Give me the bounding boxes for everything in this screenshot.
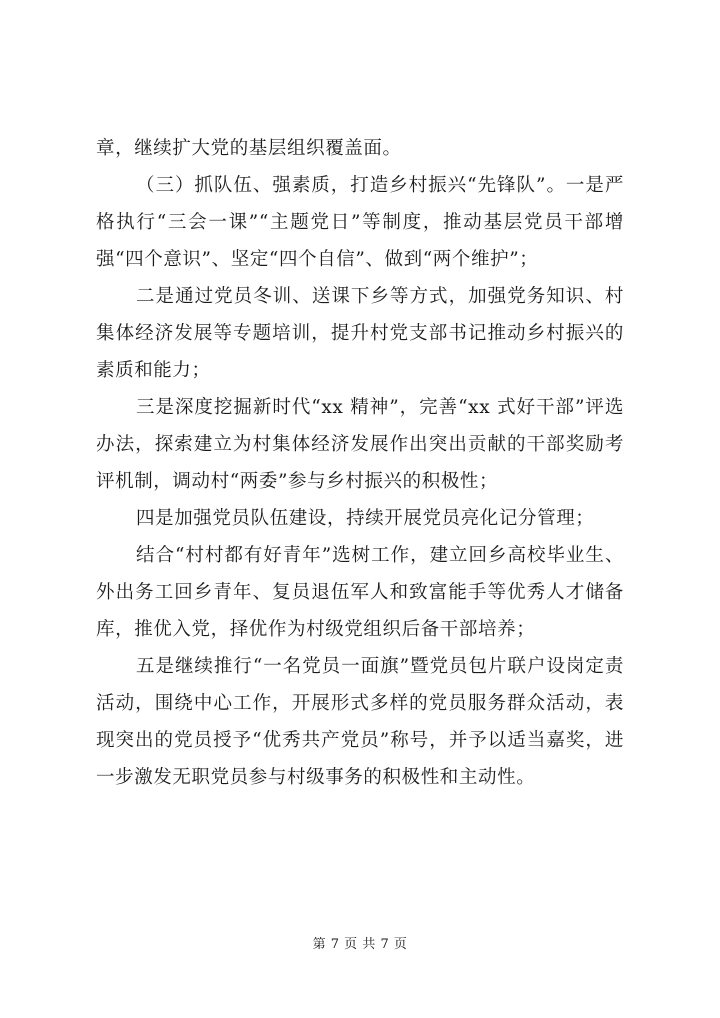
paragraph-item-three: 三是深度挖掘新时代“xx 精神”，完善“xx 式好干部”评选办法，探索建立为村集体经济发展作出突出贡献的干部奖励考评机制，调动村“两委”参与乡村振兴的积极性； (96, 397, 624, 492)
paragraph-continuation: 章，继续扩大党的基层组织覆盖面。 (96, 138, 402, 159)
paragraph-youth-selection: 结合“村村都有好青年”选树工作，建立回乡高校毕业生、外出务工回乡青年、复员退伍军人和致富能手等优秀人才储备库，推优入党，择优作为村级党组织后备干部培养； (96, 545, 624, 640)
paragraph-item-five: 五是继续推行“一名党员一面旗”暨党员包片联户设岗定责活动，围绕中心工作，开展形式多样的党员服务群众活动，表现突出的党员授予“优秀共产党员”称号，并予以适当嘉奖，进一步激发无职党员参与村级事务的积极性和主动性。 (96, 656, 624, 788)
paragraph-section-three: （三）抓队伍、强素质，打造乡村振兴“先锋队”。一是严格执行“三会一课”“主题党日”等制度，推动基层党员干部增强“四个意识”、坚定“四个自信”、做到“两个维护”； (96, 175, 624, 270)
page-number-footer: 第 7 页 共 7 页 (312, 937, 408, 952)
paragraph-item-four: 四是加强党员队伍建设，持续开展党员亮化记分管理； (136, 508, 595, 529)
paragraph-item-two: 二是通过党员冬训、送课下乡等方式，加强党务知识、村集体经济发展等专题培训，提升村党支部书记推动乡村振兴的素质和能力； (96, 286, 624, 381)
document-body (96, 130, 624, 796)
